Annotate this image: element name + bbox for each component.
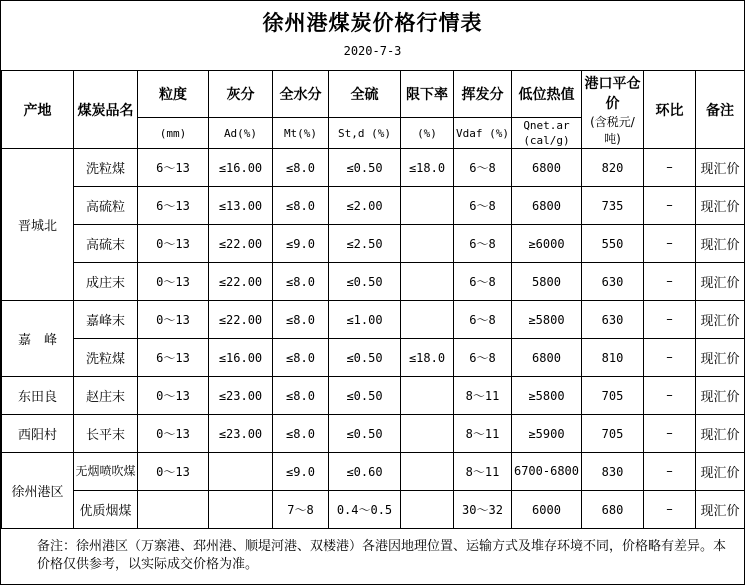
ash-cell: ≤22.00 — [209, 225, 273, 263]
size-cell: 0～13 — [138, 225, 209, 263]
ash-cell: ≤16.00 — [209, 339, 273, 377]
header-price: 港口平仓价 — [584, 75, 641, 112]
moisture-cell: ≤8.0 — [273, 377, 329, 415]
ash-cell: ≤16.00 — [209, 149, 273, 187]
product-cell: 优质烟煤 — [74, 491, 138, 529]
change-cell: – — [644, 453, 696, 491]
moisture-cell: ≤9.0 — [273, 225, 329, 263]
header-ash: 灰分 — [226, 87, 255, 103]
sulfur-cell: ≤2.00 — [329, 187, 401, 225]
size-cell: 6～13 — [138, 149, 209, 187]
header-hgi: 限下率 — [406, 87, 448, 103]
header-size: 粒度 — [159, 87, 187, 103]
sulfur-cell: ≤0.50 — [329, 415, 401, 453]
unit-size: (mm) — [159, 126, 187, 140]
hgi-cell — [401, 301, 454, 339]
ash-cell: ≤22.00 — [209, 263, 273, 301]
volatile-cell: 6～8 — [454, 149, 512, 187]
table-row — [2, 301, 745, 339]
sulfur-cell: ≤0.50 — [329, 339, 401, 377]
change-cell: – — [644, 187, 696, 225]
size-cell: 0～13 — [138, 301, 209, 339]
ash-cell: ≤13.00 — [209, 187, 273, 225]
unit-ash: Ad(%) — [223, 126, 258, 140]
table-row — [2, 149, 745, 187]
origin-cell: 晋城北 — [2, 149, 74, 301]
change-cell: – — [644, 491, 696, 529]
size-cell: 6～13 — [138, 339, 209, 377]
price-cell: 705 — [582, 377, 644, 415]
sulfur-cell: ≤0.50 — [329, 377, 401, 415]
report-date: 2020-7-3 — [343, 44, 402, 58]
calorific-cell: 6800 — [512, 149, 582, 187]
remark-cell: 现汇价 — [696, 187, 745, 225]
ash-cell — [209, 453, 273, 491]
table-row — [2, 491, 745, 529]
origin-cell: 西阳村 — [2, 415, 74, 453]
remark-cell: 现汇价 — [696, 415, 745, 453]
moisture-cell: ≤8.0 — [273, 263, 329, 301]
moisture-cell: ≤8.0 — [273, 301, 329, 339]
unit-hgi: (%) — [417, 126, 437, 140]
sulfur-cell: ≤0.50 — [329, 263, 401, 301]
remark-cell: 现汇价 — [696, 491, 745, 529]
table-row — [2, 263, 745, 301]
calorific-cell: 6000 — [512, 491, 582, 529]
price-cell: 630 — [582, 301, 644, 339]
header-calorific: 低位热值 — [518, 87, 575, 103]
unit-sulfur: St,d (%) — [338, 126, 391, 140]
calorific-cell: 6800 — [512, 339, 582, 377]
size-cell: 0～13 — [138, 377, 209, 415]
volatile-cell: 6～8 — [454, 225, 512, 263]
price-cell: 705 — [582, 415, 644, 453]
price-cell: 830 — [582, 453, 644, 491]
moisture-cell: ≤8.0 — [273, 187, 329, 225]
change-cell: – — [644, 415, 696, 453]
volatile-cell: 8～11 — [454, 415, 512, 453]
price-cell: 810 — [582, 339, 644, 377]
sulfur-cell: ≤0.50 — [329, 149, 401, 187]
hgi-cell — [401, 491, 454, 529]
change-cell: – — [644, 263, 696, 301]
moisture-cell: ≤8.0 — [273, 339, 329, 377]
unit-volatile: Vdaf (%) — [456, 126, 509, 140]
header-remark: 备注 — [696, 71, 745, 149]
moisture-cell: ≤8.0 — [273, 149, 329, 187]
calorific-cell: ≥5800 — [512, 301, 582, 339]
header-price-cell — [582, 71, 644, 149]
hgi-cell: ≤18.0 — [401, 149, 454, 187]
footnote: 备注：徐州港区（万寨港、邳州港、顺堤河港、双楼港）各港因地理位置、运输方式及堆存环境不同，价格略有差异。本价格仅供参考，以实际成交价格为准。 — [37, 539, 727, 572]
size-cell: 0～13 — [138, 415, 209, 453]
volatile-cell: 8～11 — [454, 453, 512, 491]
calorific-cell: 6700-6800 — [512, 453, 582, 491]
hgi-cell: ≤18.0 — [401, 339, 454, 377]
hgi-cell — [401, 225, 454, 263]
moisture-cell: ≤9.0 — [273, 453, 329, 491]
table-row — [2, 453, 745, 491]
change-cell: – — [644, 225, 696, 263]
product-cell: 嘉峰末 — [74, 301, 138, 339]
size-cell — [138, 491, 209, 529]
unit-moisture: Mt(%) — [283, 126, 318, 140]
header-sulfur: 全硫 — [350, 87, 379, 103]
ash-cell — [209, 491, 273, 529]
change-cell: – — [644, 377, 696, 415]
sulfur-cell: 0.4～0.5 — [329, 491, 401, 529]
header-volatile: 挥发分 — [461, 87, 504, 103]
sulfur-cell: ≤2.50 — [329, 225, 401, 263]
ash-cell: ≤23.00 — [209, 415, 273, 453]
hgi-cell — [401, 263, 454, 301]
table-row — [2, 187, 745, 225]
hgi-cell — [401, 453, 454, 491]
ash-cell: ≤22.00 — [209, 301, 273, 339]
origin-cell: 徐州港区 — [2, 453, 74, 529]
header-moisture: 全水分 — [279, 87, 322, 103]
remark-cell: 现汇价 — [696, 339, 745, 377]
price-cell: 630 — [582, 263, 644, 301]
price-cell: 550 — [582, 225, 644, 263]
sulfur-cell: ≤1.00 — [329, 301, 401, 339]
remark-cell: 现汇价 — [696, 225, 745, 263]
moisture-cell: ≤8.0 — [273, 415, 329, 453]
header-product: 煤炭品名 — [74, 71, 138, 149]
remark-cell: 现汇价 — [696, 301, 745, 339]
table-row — [2, 339, 745, 377]
product-cell: 洗粒煤 — [74, 339, 138, 377]
volatile-cell: 30～32 — [454, 491, 512, 529]
product-cell: 高硫末 — [74, 225, 138, 263]
hgi-cell — [401, 377, 454, 415]
product-cell: 长平末 — [74, 415, 138, 453]
sulfur-cell: ≤0.60 — [329, 453, 401, 491]
product-cell: 赵庄末 — [74, 377, 138, 415]
calorific-cell: ≥6000 — [512, 225, 582, 263]
change-cell: – — [644, 301, 696, 339]
size-cell: 0～13 — [138, 453, 209, 491]
price-table — [1, 70, 745, 529]
size-cell: 0～13 — [138, 263, 209, 301]
product-cell: 洗粒煤 — [74, 149, 138, 187]
price-cell: 820 — [582, 149, 644, 187]
table-row — [2, 377, 745, 415]
size-cell: 6～13 — [138, 187, 209, 225]
volatile-cell: 6～8 — [454, 187, 512, 225]
origin-cell: 嘉 峰 — [2, 301, 74, 377]
page-title: 徐州港煤炭价格行情表 — [262, 11, 483, 35]
remark-cell: 现汇价 — [696, 453, 745, 491]
price-cell: 735 — [582, 187, 644, 225]
price-cell: 680 — [582, 491, 644, 529]
hgi-cell — [401, 415, 454, 453]
moisture-cell: 7～8 — [273, 491, 329, 529]
change-cell: – — [644, 149, 696, 187]
table-row — [2, 415, 745, 453]
remark-cell: 现汇价 — [696, 263, 745, 301]
volatile-cell: 6～8 — [454, 301, 512, 339]
hgi-cell — [401, 187, 454, 225]
ash-cell: ≤23.00 — [209, 377, 273, 415]
volatile-cell: 6～8 — [454, 263, 512, 301]
origin-cell: 东田良 — [2, 377, 74, 415]
calorific-cell: ≥5800 — [512, 377, 582, 415]
change-cell: – — [644, 339, 696, 377]
product-cell: 无烟喷吹煤 — [74, 453, 138, 491]
header-price-unit: (含税元/吨) — [590, 114, 635, 146]
calorific-cell: 6800 — [512, 187, 582, 225]
volatile-cell: 8～11 — [454, 377, 512, 415]
product-cell: 高硫粒 — [74, 187, 138, 225]
remark-cell: 现汇价 — [696, 377, 745, 415]
volatile-cell: 6～8 — [454, 339, 512, 377]
remark-cell: 现汇价 — [696, 149, 745, 187]
calorific-cell: 5800 — [512, 263, 582, 301]
header-change: 环比 — [644, 71, 696, 149]
header-origin: 产地 — [2, 71, 74, 149]
product-cell: 成庄末 — [74, 263, 138, 301]
calorific-cell: ≥5900 — [512, 415, 582, 453]
table-row — [2, 225, 745, 263]
unit-calorific: Qnet.ar (cal/g) — [523, 119, 570, 147]
